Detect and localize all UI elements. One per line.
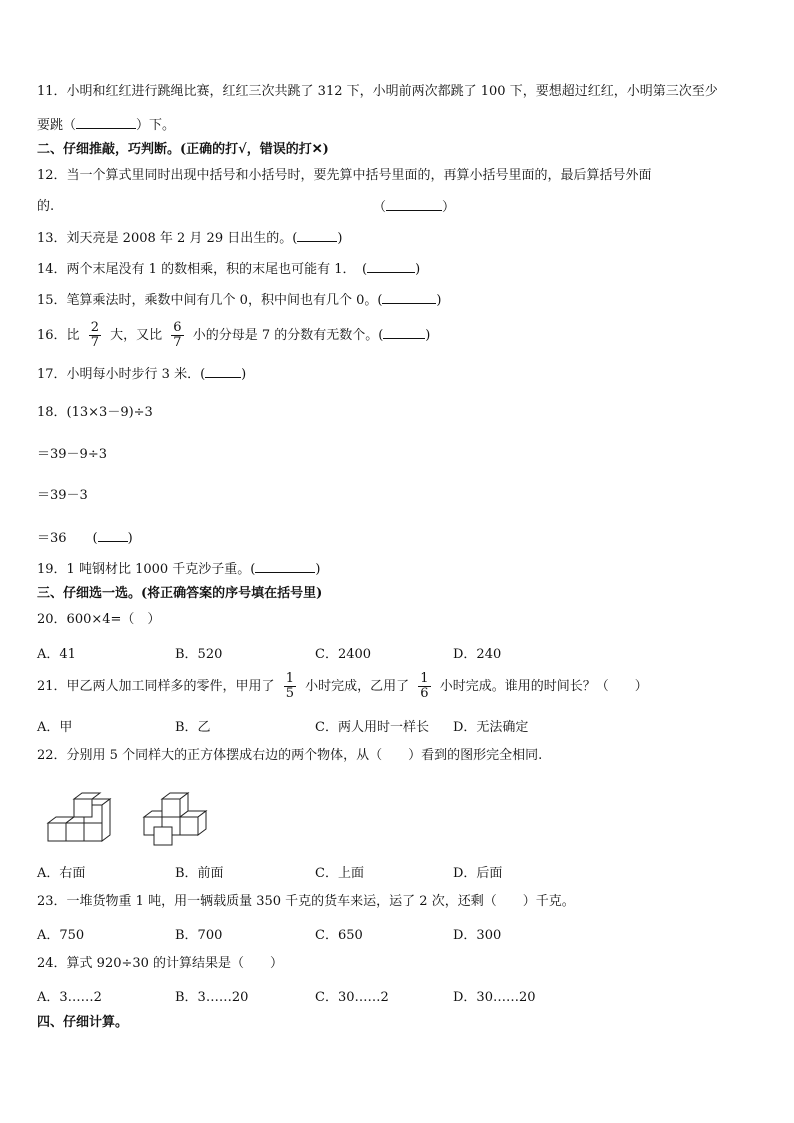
- option-a[interactable]: A．750: [37, 928, 85, 943]
- answer-blank[interactable]: [382, 291, 436, 304]
- question-21-options: [37, 716, 528, 735]
- answer-blank[interactable]: [383, 326, 425, 339]
- question-24-options: [37, 986, 536, 1005]
- answer-blank[interactable]: [76, 116, 136, 129]
- question-19: 19．1 吨钢材比 1000 千克沙子重。( ): [37, 562, 321, 577]
- section-4-heading: 四、仔细计算。: [37, 1015, 129, 1030]
- option-d[interactable]: D．30……20: [453, 990, 536, 1005]
- question-15: 15．笔算乘法时，乘数中间有几个 0，积中间也有几个 0。( ): [37, 293, 442, 308]
- section-3-heading: 三、仔细选一选。(将正确答案的序号填在括号里): [37, 586, 323, 601]
- question-18-line1: 18．(13×3－9)÷3: [37, 405, 153, 420]
- option-b[interactable]: B．520: [175, 647, 223, 662]
- cube-stacks-figure: [46, 787, 216, 847]
- option-d[interactable]: D．后面: [453, 866, 503, 881]
- answer-blank[interactable]: [98, 529, 128, 542]
- question-18-line3: ＝39－3: [37, 488, 88, 503]
- question-12-line1: 12．当一个算式里同时出现中括号和小括号时，要先算中括号里面的，再算小括号里面的，最后算括号外面: [37, 168, 652, 183]
- cube-stack-right: [144, 793, 206, 845]
- option-c[interactable]: C．2400: [315, 647, 372, 662]
- option-a[interactable]: A．3……2: [37, 990, 102, 1005]
- fraction: $\frac{1}{5}$: [285, 671, 294, 701]
- question-23-options: [37, 924, 501, 943]
- question-24-stem: 24．算式 920÷30 的计算结果是（ ）: [37, 956, 284, 971]
- question-11-line2: 要跳（ ）下。: [37, 118, 176, 133]
- option-a[interactable]: A．41: [37, 647, 76, 662]
- question-12-answer: （ ）: [373, 200, 456, 215]
- question-20-options: [37, 643, 501, 662]
- option-d[interactable]: D．无法确定: [453, 720, 529, 735]
- option-b[interactable]: B．乙: [175, 720, 211, 735]
- question-22-stem: 22．分别用 5 个同样大的正方体摆成右边的两个物体，从（ ）看到的图形完全相同.: [37, 748, 543, 763]
- option-c[interactable]: C．650: [315, 928, 363, 943]
- answer-blank[interactable]: [205, 365, 241, 378]
- question-16: 16．比 $\frac{2}{7}$ 大，又比 $\frac{6}{7}$ 小的分母是 7 的分数有无数个。( ): [37, 320, 431, 350]
- answer-blank[interactable]: [386, 198, 442, 211]
- question-11-line1: 11．小明和红红进行跳绳比赛，红红三次共跳了 312 下，小明前两次都跳了 100 下，要想超过红红，小明第三次至少: [37, 84, 718, 99]
- question-20-stem: 20．600×4=（ ）: [37, 612, 161, 627]
- fraction: $\frac{2}{7}$: [90, 320, 99, 350]
- answer-blank[interactable]: [255, 560, 315, 573]
- answer-blank[interactable]: [367, 260, 415, 273]
- answer-blank[interactable]: [297, 229, 337, 242]
- option-a[interactable]: A．右面: [37, 866, 86, 881]
- option-c[interactable]: C．上面: [315, 866, 364, 881]
- option-b[interactable]: B．700: [175, 928, 223, 943]
- question-18-line4: ＝36 ( ): [37, 531, 133, 546]
- question-17: 17．小明每小时步行 3 米．( ): [37, 367, 247, 382]
- option-d[interactable]: D．240: [453, 647, 502, 662]
- fraction: $\frac{6}{7}$: [173, 320, 182, 350]
- question-12-line2: 的.: [37, 199, 55, 214]
- option-c[interactable]: C．30……2: [315, 990, 389, 1005]
- question-13: 13．刘天亮是 2008 年 2 月 29 日出生的。( ): [37, 231, 343, 246]
- question-18-line2: ＝39－9÷3: [37, 447, 107, 462]
- cube-stack-left: [48, 793, 110, 841]
- option-a[interactable]: A．甲: [37, 720, 73, 735]
- fraction: $\frac{1}{6}$: [420, 671, 429, 701]
- option-c[interactable]: C．两人用时一样长: [315, 720, 429, 735]
- section-2-heading: 二、仔细推敲，巧判断。(正确的打√，错误的打✕): [37, 142, 329, 157]
- option-d[interactable]: D．300: [453, 928, 502, 943]
- option-b[interactable]: B．3……20: [175, 990, 249, 1005]
- question-22-options: [37, 862, 502, 881]
- question-21-stem: 21．甲乙两人加工同样多的零件，甲用了 $\frac{1}{5}$ 小时完成，乙用了 $\frac{1}{6}$ 小时完成。谁用的时间长？（ ）: [37, 671, 648, 701]
- question-23-stem: 23．一堆货物重 1 吨，用一辆载质量 350 千克的货车来运，运了 2 次，还剩（ ）千克。: [37, 894, 575, 909]
- option-b[interactable]: B．前面: [175, 866, 224, 881]
- question-14: 14．两个末尾没有 1 的数相乘，积的末尾也可能有 1． ( ): [37, 262, 421, 277]
